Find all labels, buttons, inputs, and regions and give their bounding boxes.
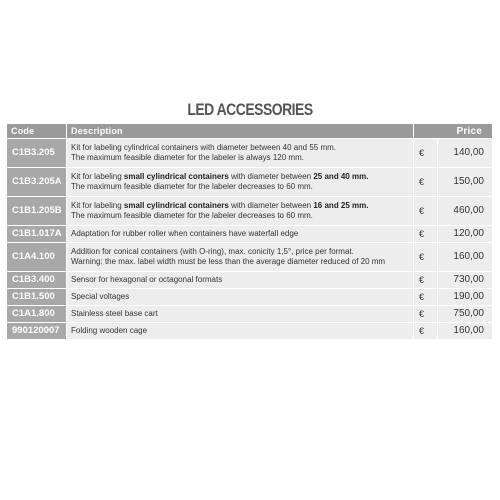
description-text: Folding wooden cage	[71, 326, 148, 335]
item-price: 160,00	[438, 323, 492, 339]
item-code: C1A4.100	[7, 243, 67, 271]
item-description	[67, 139, 414, 167]
item-code: C1A1.800	[7, 306, 67, 322]
table-row	[7, 272, 492, 288]
description-line	[71, 143, 409, 153]
description-line	[71, 182, 409, 192]
description-column-header: Description	[67, 124, 414, 138]
description-emphasis: small cylindrical containers	[123, 172, 229, 181]
price-column-header: Price	[414, 124, 492, 138]
description-line	[71, 309, 409, 319]
description-text: The maximum feasible diameter for the labeler decreases to 60 mm.	[71, 211, 313, 220]
description-line	[71, 247, 409, 257]
currency-symbol: €	[414, 289, 438, 305]
table-row	[7, 323, 492, 339]
table-row	[7, 168, 492, 196]
description-line	[71, 292, 409, 302]
description-text: Kit for labeling	[71, 172, 124, 181]
table-body	[7, 139, 492, 339]
table-row	[7, 226, 492, 242]
description-text: Kit for labeling cylindrical containers with diameter between 40 and 55 mm.	[71, 143, 337, 152]
currency-symbol: €	[414, 306, 438, 322]
item-description	[67, 289, 414, 305]
item-code: C1B3.205A	[7, 168, 67, 196]
item-description	[67, 272, 414, 288]
description-text: Special voltages	[71, 292, 130, 301]
item-description	[67, 323, 414, 339]
description-line	[71, 153, 409, 163]
description-text: The maximum feasible diameter for the labeler decreases to 60 mm.	[71, 182, 313, 191]
item-code: C1B1.500	[7, 289, 67, 305]
item-price: 460,00	[438, 197, 492, 225]
description-line	[71, 211, 409, 221]
item-code: C1B3.400	[7, 272, 67, 288]
description-text: Sensor for hexagonal or octagonal formats	[71, 275, 223, 284]
description-line	[71, 275, 409, 285]
currency-symbol: €	[414, 168, 438, 196]
description-line	[71, 257, 409, 267]
item-code: 990120007	[7, 323, 67, 339]
item-price: 120,00	[438, 226, 492, 242]
description-text: with diameter between	[228, 201, 314, 210]
code-column-header: Code	[7, 124, 67, 138]
item-description	[67, 226, 414, 242]
item-price: 750,00	[438, 306, 492, 322]
page-title: LED ACCESSORIES	[187, 100, 313, 119]
table-header-row	[7, 124, 492, 138]
description-line	[71, 201, 409, 211]
currency-symbol: €	[414, 139, 438, 167]
description-text: Adaptation for rubber roller when containers have waterfall edge	[71, 229, 299, 238]
table-row	[7, 306, 492, 322]
description-line	[71, 172, 409, 182]
item-price: 140,00	[438, 139, 492, 167]
item-description	[67, 306, 414, 322]
currency-symbol: €	[414, 323, 438, 339]
description-emphasis: 16 and 25 mm.	[313, 201, 369, 210]
currency-symbol: €	[414, 243, 438, 271]
item-price: 190,00	[438, 289, 492, 305]
description-text: Addition for conical containers (with O-ring), max. conicity 1,5°, price per format.	[71, 247, 354, 256]
item-description	[67, 243, 414, 271]
table-row	[7, 139, 492, 167]
description-text: Kit for labeling	[71, 201, 124, 210]
item-price: 150,00	[438, 168, 492, 196]
description-text: with diameter between	[228, 172, 314, 181]
currency-symbol: €	[414, 272, 438, 288]
item-description	[67, 168, 414, 196]
description-line	[71, 229, 409, 239]
item-code: C1B1.205B	[7, 197, 67, 225]
item-code: C1B3.205	[7, 139, 67, 167]
description-line	[71, 326, 409, 336]
description-emphasis: 25 and 40 mm.	[313, 172, 369, 181]
description-text: Warning: the max. label width must be less than the average diameter reduced of 20 mm	[71, 257, 386, 266]
accessories-table	[7, 123, 492, 340]
currency-symbol: €	[414, 226, 438, 242]
currency-symbol: €	[414, 197, 438, 225]
table-row	[7, 197, 492, 225]
item-price: 160,00	[438, 243, 492, 271]
table-row	[7, 289, 492, 305]
table-row	[7, 243, 492, 271]
item-description	[67, 197, 414, 225]
item-price: 730,00	[438, 272, 492, 288]
description-text: The maximum feasible diameter for the labeler is always 120 mm.	[71, 153, 304, 162]
description-emphasis: small cylindrical containers	[123, 201, 229, 210]
item-code: C1B1.017A	[7, 226, 67, 242]
description-text: Stainless steel base cart	[71, 309, 158, 318]
